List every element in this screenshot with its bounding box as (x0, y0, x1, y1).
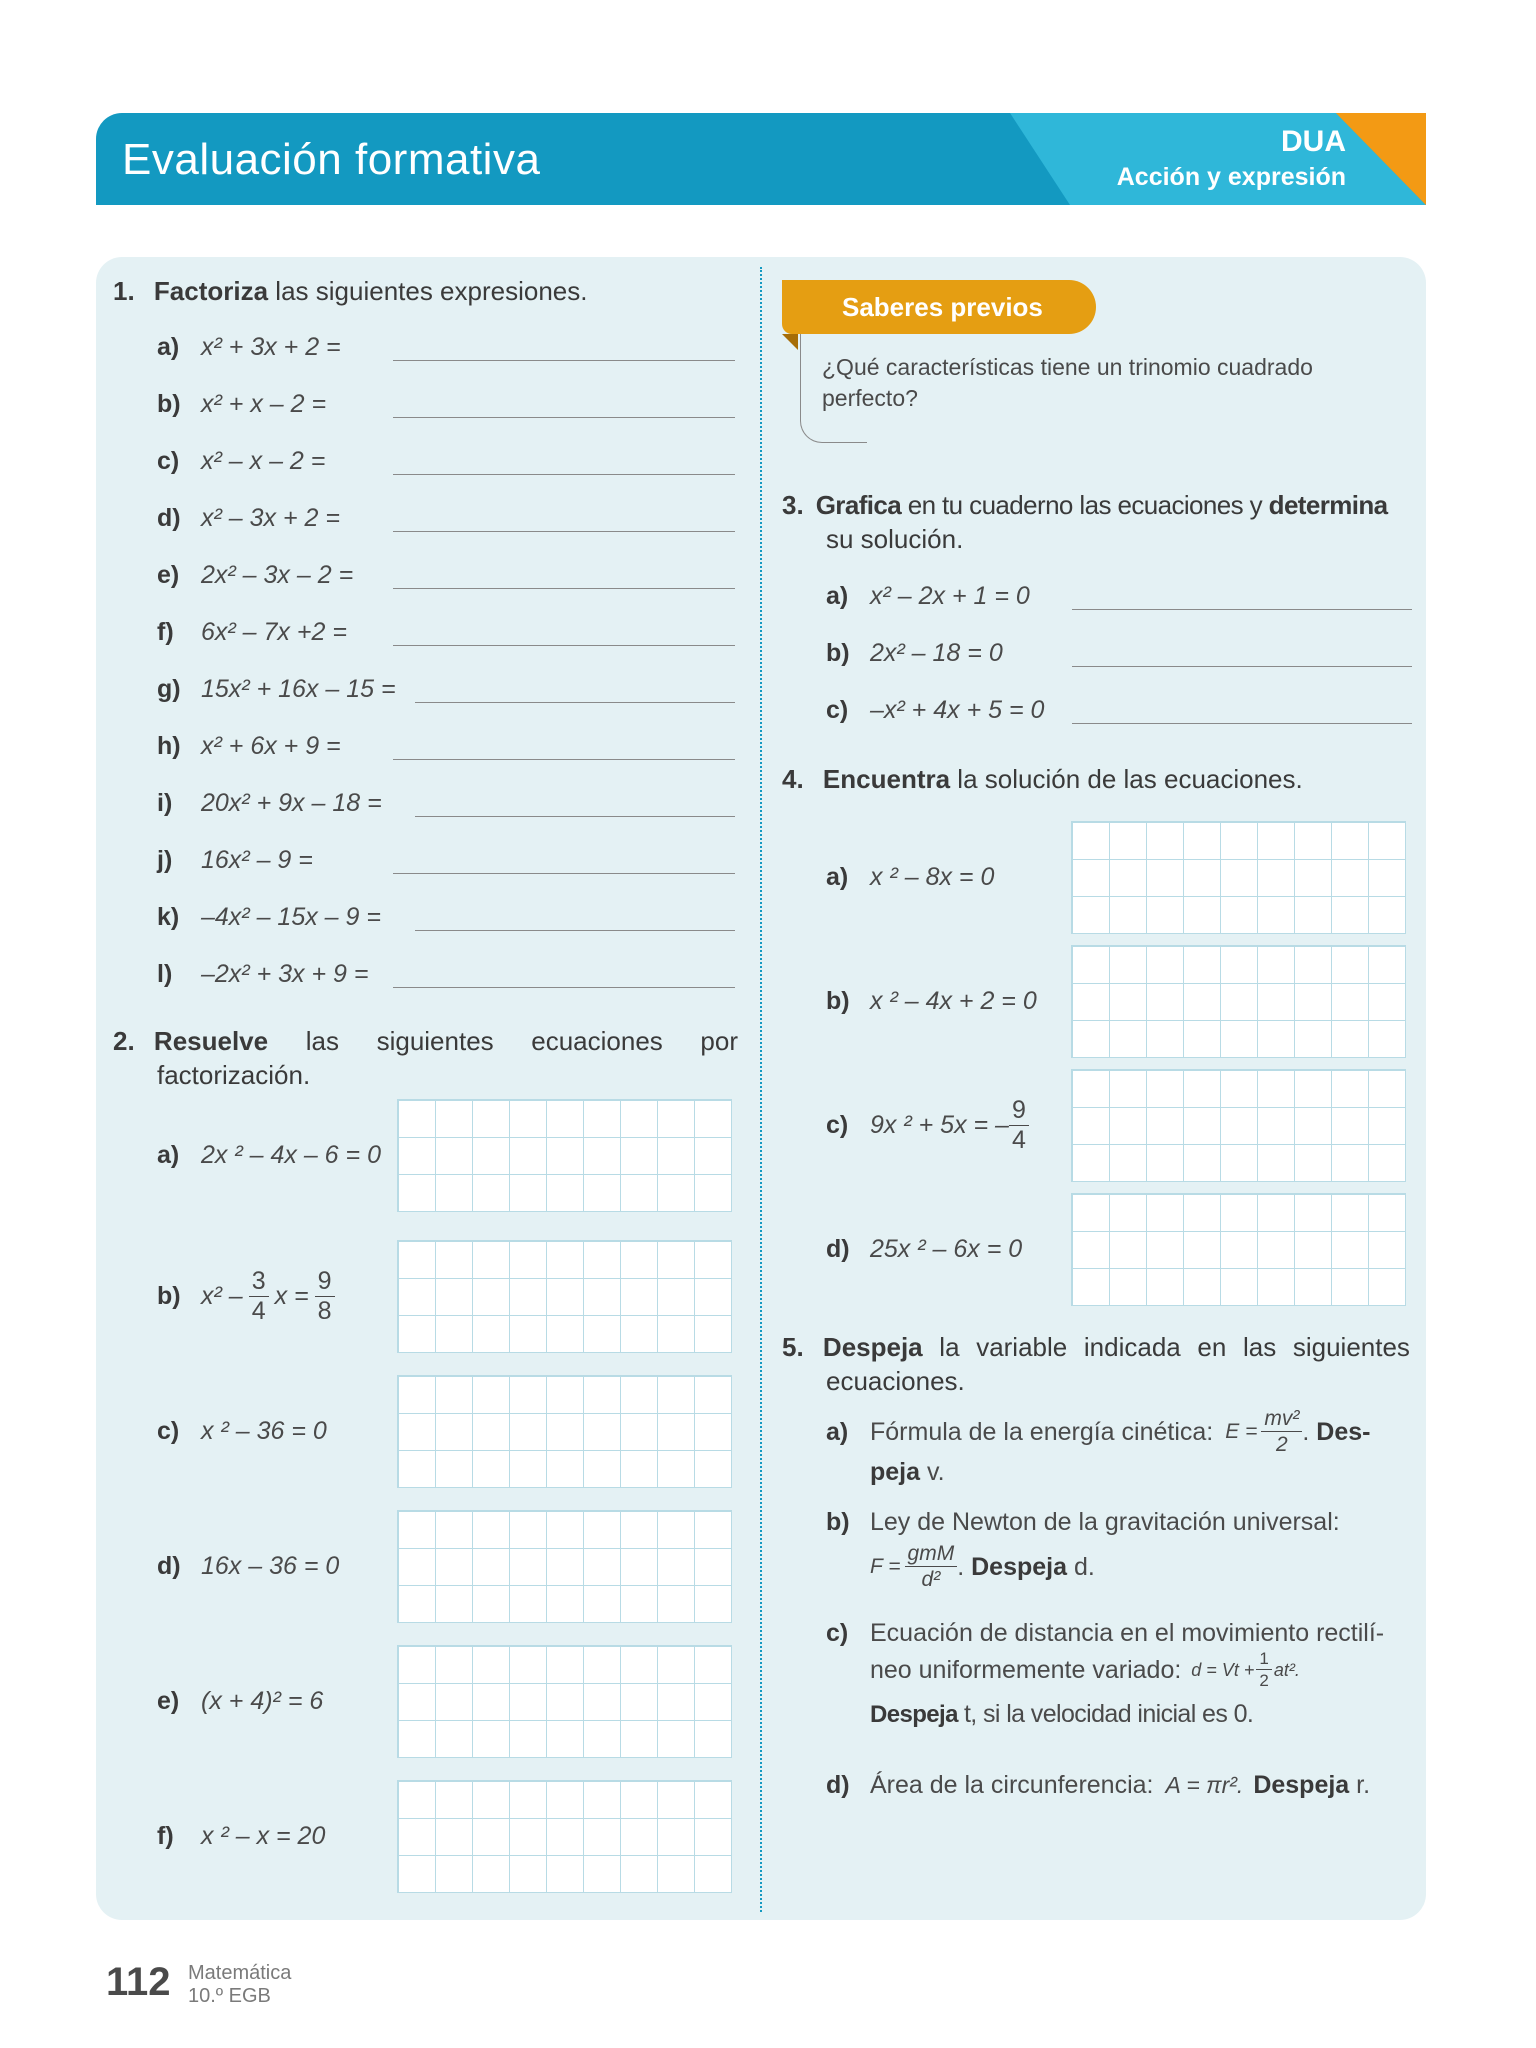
q2-item (157, 1546, 339, 1586)
column-divider (760, 267, 762, 1912)
q5a-text: Fórmula de la energía cinética: (870, 1417, 1214, 1446)
q5-word-6: siguientes (1292, 1332, 1410, 1362)
q1-item (157, 960, 737, 996)
q1-item (157, 789, 737, 825)
dua-subtitle: Acción y expresión (1116, 163, 1346, 191)
q5-line2: ecuaciones. (826, 1366, 965, 1396)
q1-item-label: d) (157, 504, 181, 532)
q5d-eq: A = πr². (1165, 1772, 1244, 1798)
q4-answer-grid[interactable] (1071, 1193, 1406, 1306)
q4-item-expression: 25x ² – 6x = 0 (870, 1234, 1023, 1263)
q2-answer-grid[interactable] (397, 1645, 732, 1758)
q2-fraction-2-numerator: 9 (315, 1269, 335, 1297)
q2-word-2: siguientes (376, 1026, 494, 1056)
q2-item (157, 1135, 381, 1175)
page-number: 112 (106, 1960, 171, 2004)
q2-answer-grid[interactable] (397, 1240, 732, 1353)
q4-answer-grid[interactable] (1071, 821, 1406, 934)
q2-item-label: a) (157, 1140, 180, 1169)
q2-line2: factorización. (157, 1060, 311, 1090)
q5-word-1: la (939, 1332, 960, 1362)
q1-item-expression: x² + 6x + 9 = (201, 732, 341, 760)
q5-item-d (826, 1768, 1416, 1802)
q3-item (826, 696, 1416, 732)
q5a-eq: E = (1225, 1419, 1258, 1443)
q1-item-expression: –2x² + 3x + 9 = (201, 960, 369, 988)
q4-item-label: c) (826, 1110, 849, 1139)
q1-verb: Factoriza (153, 276, 269, 306)
q5-word-2: variable (976, 1332, 1068, 1362)
q3-item-expression: x² – 2x + 1 = 0 (870, 582, 1030, 610)
q1-answer-line[interactable] (393, 873, 735, 874)
q5d-text: Área de la circunferencia: (870, 1771, 1154, 1799)
q2-word-4: por (700, 1026, 738, 1056)
q2-fraction-1-numerator: 3 (249, 1269, 269, 1297)
q1-answer-line[interactable] (393, 474, 735, 475)
q2-item-label: b) (157, 1281, 181, 1310)
q1-item (157, 561, 737, 597)
q2-item-label: e) (157, 1686, 180, 1715)
q5b-var: d. (1073, 1552, 1095, 1581)
q5a-var: v. (926, 1458, 945, 1486)
q2-answer-grid[interactable] (397, 1099, 732, 1212)
q5-item-c (826, 1616, 1416, 1732)
q1-item (157, 732, 737, 768)
q2-item-expression-mid: x = (274, 1281, 309, 1310)
q1-answer-line[interactable] (393, 588, 735, 589)
q1-item-label: f) (157, 618, 174, 646)
q1-item-expression: 15x² + 16x – 15 = (201, 675, 396, 703)
q1-answer-line[interactable] (415, 930, 735, 931)
q3-heading (782, 488, 1410, 556)
q1-item-expression: 20x² + 9x – 18 = (201, 789, 382, 817)
q5-item-b: b) Ley de Newton de la gravitación universal: F = $\frac{\text{gmM}}{\text{d²}}$ . Despeja d. (826, 1505, 1416, 1590)
q1-number: 1. (113, 276, 135, 306)
q1-item-label: c) (157, 447, 180, 475)
q2-item-expression-pre: x² – (201, 1281, 243, 1310)
q2-number: 2. (113, 1026, 135, 1056)
q4-heading (782, 762, 1303, 796)
q2-word-1: las (305, 1026, 339, 1056)
q3-item (826, 639, 1416, 675)
q5d-bold: Despeja (1253, 1771, 1350, 1799)
q4-item (826, 981, 1037, 1021)
q1-item (157, 333, 737, 369)
q5a-numerator: mv² (1261, 1408, 1302, 1432)
q5-number: 5. (782, 1332, 804, 1362)
q4-item (826, 1229, 1022, 1269)
q2-fraction-2 (315, 1266, 335, 1325)
q2-fraction-2-denominator: 8 (317, 1296, 332, 1325)
q2-verb: Resuelve (153, 1026, 269, 1056)
q1-item-expression: x² – x – 2 = (201, 447, 326, 475)
q1-item-label: k) (157, 903, 180, 931)
page-title: Evaluación formativa (122, 135, 541, 184)
q5b-label: b) (826, 1508, 850, 1536)
q2-item-label: d) (157, 1551, 181, 1580)
q2-item (157, 1411, 327, 1451)
q2-item-expression: x ² – 36 = 0 (201, 1416, 327, 1445)
q1-item-expression: 6x² – 7x +2 = (201, 618, 347, 646)
q3-item-expression: –x² + 4x + 5 = 0 (870, 696, 1045, 724)
q1-item-label: e) (157, 561, 180, 589)
q2-item-expression: x ² – x = 20 (201, 1821, 326, 1850)
q1-item (157, 903, 737, 939)
q4-fraction-denominator: 4 (1011, 1125, 1026, 1154)
q1-item-label: l) (157, 960, 173, 988)
q1-item-expression: x² + x – 2 = (201, 390, 327, 418)
q5d-label: d) (826, 1771, 850, 1799)
q5d-var: r. (1356, 1771, 1371, 1799)
q5a-bold-1: Des- (1316, 1417, 1371, 1446)
q1-answer-line[interactable] (393, 645, 735, 646)
q5c-line2: neo uniformemente variado: (870, 1655, 1182, 1684)
q5b-text: Ley de Newton de la gravitación universal: (870, 1508, 1340, 1536)
q1-heading (113, 274, 587, 308)
q2-item-expression: 16x – 36 = 0 (201, 1551, 340, 1580)
q4-answer-grid[interactable] (1071, 945, 1406, 1058)
q5-word-5: las (1242, 1332, 1277, 1362)
q3-verb1: Grafica (815, 490, 902, 520)
q5a-bold-2: peja (870, 1458, 921, 1486)
q3-answer-line[interactable] (1072, 609, 1412, 610)
q2-item-expression: 2x ² – 4x – 6 = 0 (201, 1140, 381, 1169)
q2-item (157, 1816, 325, 1856)
q1-item-expression: x² – 3x + 2 = (201, 504, 340, 532)
q1-answer-line[interactable] (393, 987, 735, 988)
q5a-denominator: 2 (1276, 1433, 1288, 1456)
q1-rest: las siguientes expresiones. (268, 276, 588, 306)
q1-item (157, 618, 737, 654)
q4-verb: Encuentra (822, 764, 951, 794)
q1-item (157, 504, 737, 540)
q5c-rest: , si la velocidad inicial es 0. (970, 1700, 1254, 1728)
dua-title: DUA (1281, 125, 1346, 158)
q4-fraction-numerator: 9 (1009, 1098, 1029, 1126)
q5c-eq2: at². (1273, 1659, 1300, 1680)
q4-item (826, 1095, 1029, 1154)
q2-item-label: c) (157, 1416, 180, 1445)
q4-item-expression-pre: 9x ² + 5x = – (870, 1110, 1009, 1139)
q3-item-label: b) (826, 639, 850, 667)
footer-subject: Matemática (188, 1962, 292, 1984)
q4-fraction (1009, 1095, 1029, 1154)
q3-number: 3. (782, 490, 804, 520)
q5-word-4: en (1197, 1332, 1227, 1362)
q1-item-label: h) (157, 732, 181, 760)
q1-answer-line[interactable] (393, 360, 735, 361)
q5b-eq: F = (870, 1554, 901, 1578)
q1-item-label: a) (157, 333, 180, 361)
q1-answer-line[interactable] (393, 531, 735, 532)
q1-item-label: j) (157, 846, 173, 874)
saberes-previos-tab (782, 280, 1096, 334)
q5b-bold: Despeja (971, 1552, 1068, 1581)
q1-item-label: g) (157, 675, 181, 703)
q1-answer-line[interactable] (393, 417, 735, 418)
q4-number: 4. (782, 764, 804, 794)
q1-item-expression: –4x² – 15x – 9 = (201, 903, 381, 931)
q5a-label: a) (826, 1417, 849, 1446)
q2-item (157, 1266, 335, 1325)
footer-grade: 10.º EGB (188, 1985, 271, 2007)
q3-line2: su solución. (826, 524, 964, 554)
q1-item-label: b) (157, 390, 181, 418)
q3-item-label: a) (826, 582, 849, 610)
q3-answer-line[interactable] (1072, 666, 1412, 667)
saberes-previos-label: Saberes previos (842, 292, 1043, 322)
q4-answer-grid[interactable] (1071, 1069, 1406, 1182)
q4-item-label: a) (826, 862, 849, 891)
q3-item-expression: 2x² – 18 = 0 (870, 639, 1003, 667)
q3-item (826, 582, 1416, 618)
header-banner (96, 113, 1426, 205)
q5-heading (782, 1330, 1410, 1398)
q1-answer-line[interactable] (393, 759, 735, 760)
q1-item (157, 675, 737, 711)
q5c-denominator: 2 (1259, 1671, 1269, 1690)
q5c-line1: Ecuación de distancia en el movimiento rectilí- (870, 1619, 1385, 1647)
q3-verb2: determina (1268, 490, 1388, 520)
q3-mid: en tu cuaderno las ecuaciones y (901, 490, 1269, 520)
q4-item-label: d) (826, 1234, 850, 1263)
q5c-var: t (963, 1700, 971, 1728)
q5-verb: Despeja (822, 1332, 923, 1362)
q5c-bold: Despeja (870, 1701, 958, 1728)
q1-item-expression: 16x² – 9 = (201, 846, 313, 874)
q1-item-expression: x² + 3x + 2 = (201, 333, 341, 361)
q4-rest: la solución de las ecuaciones. (950, 764, 1303, 794)
q1-item (157, 846, 737, 882)
q5b-denominator: d² (921, 1568, 941, 1591)
q5-word-3: indicada (1083, 1332, 1181, 1362)
q4-item-expression: x ² – 8x = 0 (870, 862, 995, 891)
q2-heading (113, 1024, 738, 1092)
q4-item (826, 857, 994, 897)
q2-item-expression: (x + 4)² = 6 (201, 1686, 324, 1715)
q2-word-3: ecuaciones (531, 1026, 663, 1056)
q2-answer-grid[interactable] (397, 1510, 732, 1623)
q1-item-expression: 2x² – 3x – 2 = (201, 561, 354, 589)
q1-item (157, 447, 737, 483)
q1-item-label: i) (157, 789, 173, 817)
q1-answer-line[interactable] (415, 816, 735, 817)
q5-item-a: a) Fórmula de la energía cinética: E = $\frac{\text{mv²}}{2}$ . Des- peja v. (826, 1407, 1371, 1486)
q2-answer-grid[interactable] (397, 1780, 732, 1893)
dua-badge (1010, 113, 1426, 205)
q2-fraction-1-denominator: 4 (251, 1296, 266, 1325)
saberes-tab-fold (782, 334, 798, 350)
q5c-eq1: d = Vt + (1191, 1659, 1255, 1680)
saberes-question: ¿Qué características tiene un trinomio cuadrado perfecto? (822, 354, 1313, 411)
q1-item (157, 390, 737, 426)
q3-item-label: c) (826, 696, 849, 724)
q2-answer-grid[interactable] (397, 1375, 732, 1488)
q4-item-expression: x ² – 4x + 2 = 0 (870, 986, 1037, 1015)
q2-fraction-1 (249, 1266, 269, 1325)
q5b-numerator: gmM (905, 1543, 958, 1567)
q4-item-label: b) (826, 986, 850, 1015)
q2-item (157, 1681, 323, 1721)
q1-answer-line[interactable] (415, 702, 735, 703)
q2-item-label: f) (157, 1821, 174, 1850)
q5c-label: c) (826, 1619, 849, 1647)
q3-answer-line[interactable] (1072, 723, 1412, 724)
q5c-numerator: 1 (1256, 1650, 1271, 1670)
